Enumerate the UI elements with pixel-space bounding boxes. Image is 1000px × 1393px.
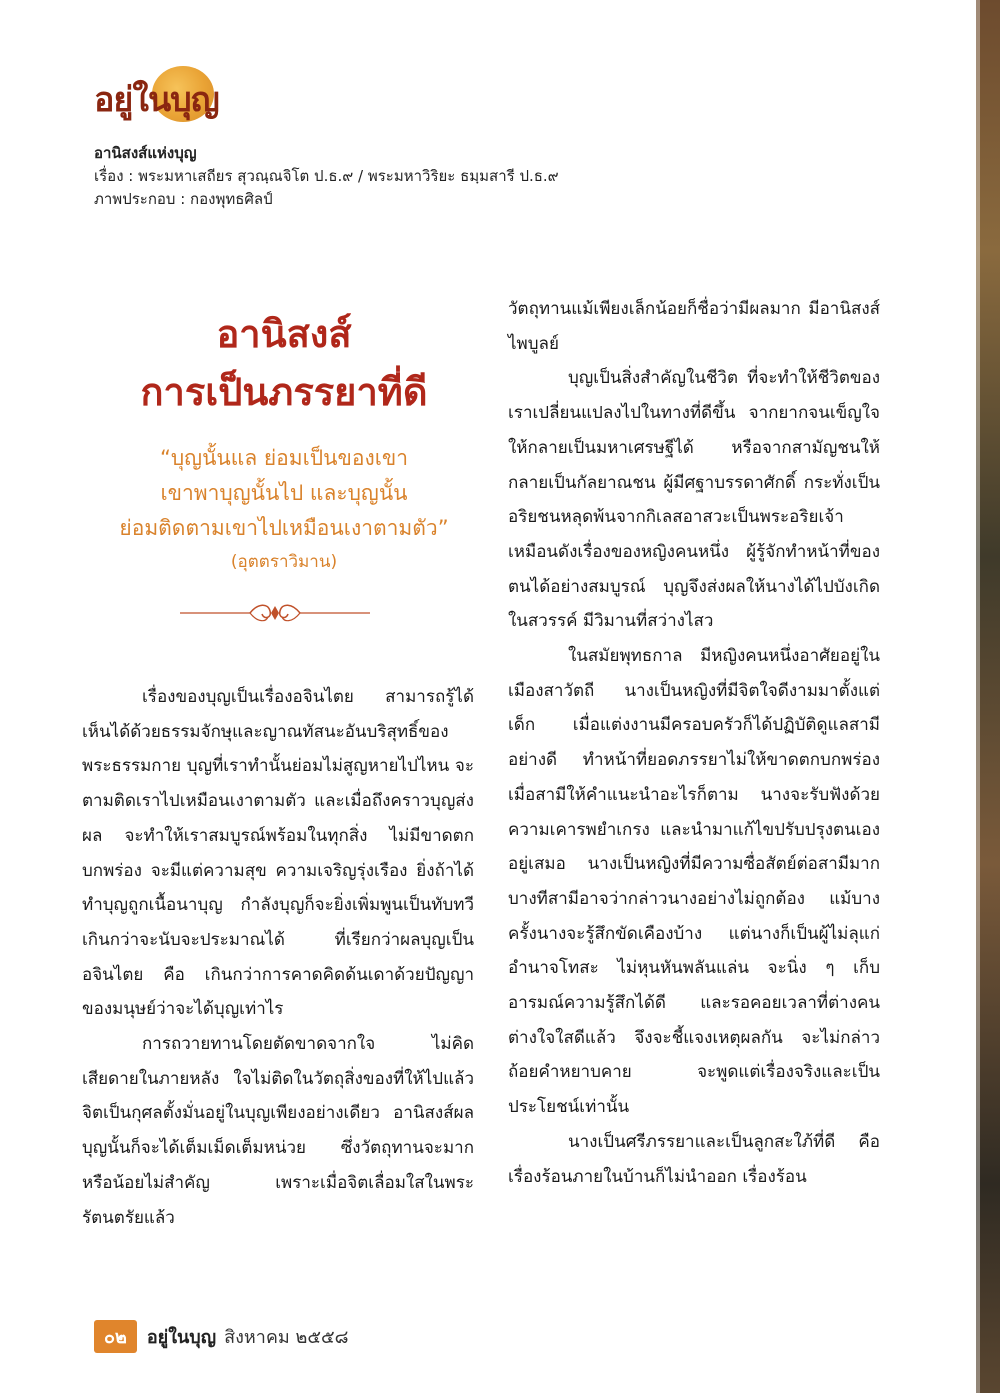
title-block	[94, 305, 474, 576]
paragraph: ในสมัยพุทธกาล มีหญิงคนหนึ่งอาศัยอยู่ในเมืองสาวัตถี นางเป็นหญิงที่มีจิตใจดีงามมาตั้งแต่เด็ก เมื่อแต่งงานมีครอบครัวก็ได้ปฏิบัติดูแลสามีอย่างดี ทำหน้าที่ยอดภรรยาไม่ให้ขาดตกบกพร่อง เมื่อสามีให้คำแนะนำอะไรก็ตาม นางจะรับฟังด้วยความเคารพยำเกรง และนำมาแก้ไขปรับปรุงตนเองอยู่เสมอ นางเป็นหญิงที่มีความซื่อสัตย์ต่อสามีมาก บางทีสามีอาจว่ากล่าวนางอย่างไม่ถูกต้อง แม้บางครั้งนางจะรู้สึกขัดเคืองบ้าง แต่นางก็เป็นผู้ไม่ลุแก่อำนาจโทสะ ไม่หุนหันพลันแล่น จะนิ่ง ๆ เก็บอารมณ์ความรู้สึกได้ดี และรอคอยเวลาที่ต่างคนต่างใจใสดีแล้ว จึงจะชี้แจงเหตุผลกัน จะไม่กล่าวถ้อยคำหยาบคาย จะพูดแต่เรื่องจริงและเป็นประโยชน์เท่านั้น	[508, 646, 880, 1118]
footer-issue: สิงหาคม ๒๕๕๘	[224, 1327, 349, 1348]
paragraph: นางเป็นศรีภรรยาและเป็นลูกสะใภ้ที่ดี คือ เรื่องร้อนภายในบ้านก็ไม่นำออก เรื่องร้อน	[508, 1131, 880, 1187]
quote-source: (อุตตราวิมาน)	[230, 552, 338, 572]
magazine-logo	[94, 66, 234, 126]
adjacent-page-edge	[976, 0, 1000, 1393]
paragraph: เรื่องของบุญเป็นเรื่องอจินไตย สามารถรู้ได้เห็นได้ด้วยธรรมจักษุและญาณทัสนะอันบริสุทธิ์ของพระธรรมกาย บุญที่เราทำนั้นย่อมไม่สูญหายไปไหน จะตามติดเราไปเหมือนเงาตามตัว และเมื่อถึงคราวบุญส่งผล จะทำให้เราสมบูรณ์พร้อมในทุกสิ่ง ไม่มีขาดตกบกพร่อง จะมีแต่ความสุข ความเจริญรุ่งเรือง ยิ่งถ้าได้ทำบุญถูกเนื้อนาบุญ กำลังบุญก็จะยิ่งเพิ่มพูนเป็นทับทวี เกินกว่าจะนับจะประมาณได้ ที่เรียกว่าผลบุญเป็นอจินไตย คือ เกินกว่าการคาดคิดด้นเดาด้วยปัญญาของมนุษย์ว่าจะได้บุญเท่าไร	[82, 687, 474, 1020]
paragraph: การถวายทานโดยตัดขาดจากใจ ไม่คิดเสียดายในภายหลัง ใจไม่ติดในวัตถุสิ่งของที่ให้ไปแล้ว จิตเป็นกุศลตั้งมั่นอยู่ในบุญเพียงอย่างเดียว อานิสงส์ผลบุญนั้นก็จะได้เต็มเม็ดเต็มหน่วย ซึ่งวัตถุทานจะมากหรือน้อยไม่สำคัญ เพราะเมื่อจิตเลื่อมใสในพระรัตนตรัยแล้ว	[82, 1034, 474, 1228]
paragraph: วัตถุทานแม้เพียงเล็กน้อยก็ชื่อว่ามีผลมาก มีอานิสงส์ไพบูลย์	[508, 299, 880, 354]
logo-text: อยู่ในบุญ	[94, 80, 219, 120]
paragraph: บุญเป็นสิ่งสำคัญในชีวิต ที่จะทำให้ชีวิตของเราเปลี่ยนแปลงไปในทางที่ดีขึ้น จากยากจนเข็ญใจให้กลายเป็นมหาเศรษฐีได้ หรือจากสามัญชนให้กลายเป็นกัลยาณชน ผู้มีศฐาบรรดาศักดิ์ กระทั่งเป็นอริยชนหลุดพ้นจากกิเลสอาสวะเป็นพระอริยเจ้า เหมือนดังเรื่องของหญิงคนหนึ่ง ผู้รู้จักทำหน้าที่ของตนได้อย่างสมบูรณ์ บุญจึงส่งผลให้นางได้ไปบังเกิดในสวรรค์ มีวิมานที่สว่างไสว	[508, 368, 880, 632]
series-title: อานิสงส์แห่งบุญ	[94, 144, 197, 162]
article-title-line-2: การเป็นภรรยาที่ดี	[140, 370, 428, 414]
article-meta	[94, 142, 559, 211]
right-text-column	[508, 292, 880, 1194]
footer-magazine-name: อยู่ในบุญ	[146, 1327, 217, 1348]
ornament-divider-icon	[180, 598, 370, 628]
quote-line: “บุญนั้นแล ย่อมเป็นของเขา	[159, 446, 409, 470]
author-line: เรื่อง : พระมหาเสถียร สุวณฺณจิโต ป.ธ.๙ / พระมหาวิริยะ ธมฺมสารี ป.ธ.๙	[94, 167, 559, 185]
quote-line: เขาพาบุญนั้นไป และบุญนั้น	[160, 481, 408, 505]
pull-quote	[94, 441, 474, 546]
page-footer	[94, 1320, 348, 1353]
quote-line: ย่อมติดตามเขาไปเหมือนเงาตามตัว”	[119, 516, 449, 540]
illustration-credit: ภาพประกอบ : กองพุทธศิลป์	[94, 190, 273, 208]
page-number: ๐๒	[94, 1320, 137, 1353]
article-title-line-1: อานิสงส์	[216, 312, 352, 356]
left-text-column	[82, 680, 474, 1235]
